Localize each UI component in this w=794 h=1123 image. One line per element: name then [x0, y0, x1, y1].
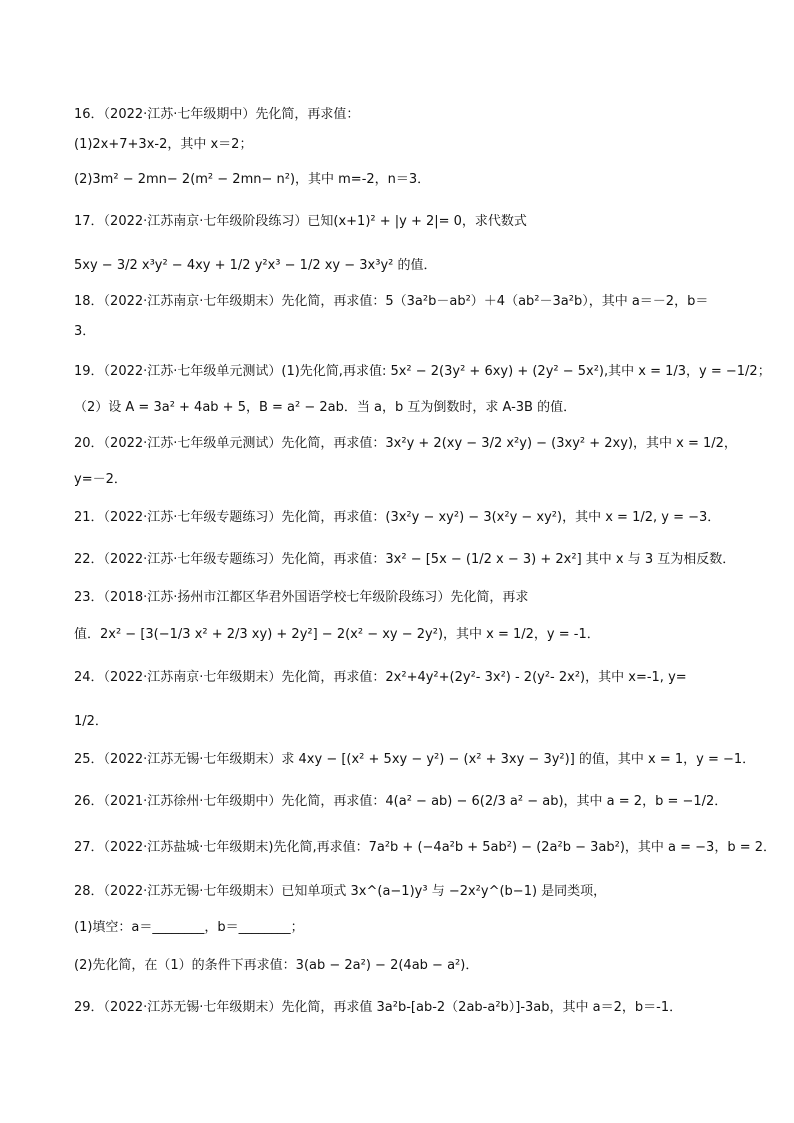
problem-16-heading: 16．（2022·江苏·七年级期中）先化简，再求值： [74, 107, 360, 122]
problem-18-line-1: 18．（2022·江苏南京·七年级期末）先化简，再求值：5（3a²b－ab²）＋4（ab²－3a²b），其中 a＝－2，b＝ [74, 294, 709, 309]
problem-16-part-1: (1)2x+7+3x-2，其中 x＝2； [74, 137, 253, 152]
problem-17-heading: 17．（2022·江苏南京·七年级阶段练习）已知(x+1)² + |y + 2|= 0，求代数式 [74, 214, 527, 229]
problem-19-line-1: 19．（2022·江苏·七年级单元测试）(1)先化简,再求值: 5x² − 2(3y² + 6xy) + (2y² − 5x²),其中 x = 1/3，y = −1/2； [74, 364, 771, 379]
problem-17-expression: 5xy − 3/2 x³y² − 4xy + 1/2 y²x³ − 1/2 xy − 3x³y² 的值． [74, 258, 437, 273]
problem-22: 22．（2022·江苏·七年级专题练习）先化简，再求值：3x² − [5x − (1/2 x − 3) + 2x²] 其中 x 与 3 互为相反数． [74, 552, 736, 567]
problem-24-line-2: 1/2． [74, 714, 108, 729]
problem-26: 26．（2021·江苏徐州·七年级期中）先化简，再求值：4(a² − ab) − 6(2/3 a² − ab)，其中 a = 2，b = −1/2． [74, 794, 728, 809]
problem-23-line-1: 23．（2018·江苏·扬州市江都区华君外国语学校七年级阶段练习）先化简，再求 [74, 590, 529, 605]
problem-24-line-1: 24．（2022·江苏南京·七年级期末）先化简，再求值：2x²+4y²+(2y²- 3x²) - 2(y²- 2x²)，其中 x=-1, y= [74, 670, 687, 685]
problem-18-line-2: 3． [74, 324, 96, 339]
problem-27: 27．（2022·江苏盐城·七年级期末)先化简,再求值：7a²b + (−4a²b + 5ab²) − (2a²b − 3ab²)，其中 a = −3，b = 2． [74, 840, 777, 855]
problem-19-line-2: （2）设 A = 3a² + 4ab + 5，B = a² − 2ab．当 a，b 互为倒数时，求 A-3B 的值． [74, 400, 577, 415]
problem-29: 29．（2022·江苏无锡·七年级期末）先化简，再求值 3a²b-[ab-2（2ab-a²b）]-3ab，其中 a＝2，b＝-1． [74, 1000, 683, 1015]
problem-20-line-1: 20．（2022·江苏·七年级单元测试）先化简，再求值：3x²y + 2(xy − 3/2 x²y) − (3xy² + 2xy)，其中 x = 1/2， [74, 436, 737, 451]
problem-23-line-2: 值．2x² − [3(−1/3 x² + 2/3 xy) + 2y²] − 2(x² − xy − 2y²)，其中 x = 1/2，y = -1． [74, 627, 600, 642]
problem-20-line-2: y=－2． [74, 472, 127, 487]
problem-16-part-2: (2)3m² − 2mn− 2(m² − 2mn− n²)，其中 m=-2，n＝3． [74, 172, 431, 187]
problem-28-part-2: (2)先化简，在（1）的条件下再求值：3(ab − 2a²) − 2(4ab − a²)． [74, 958, 479, 973]
problem-21: 21．（2022·江苏·七年级专题练习）先化简，再求值：(3x²y − xy²) − 3(x²y − xy²)，其中 x = 1/2, y = −3． [74, 510, 721, 525]
problem-28-line-1: 28．（2022·江苏无锡·七年级期末）已知单项式 3x^(a−1)y³ 与 −2x²y^(b−1) 是同类项， [74, 884, 607, 899]
problem-28-fill-blanks: (1)填空：a＝________，b＝________； [74, 920, 304, 935]
problem-25: 25．（2022·江苏无锡·七年级期末）求 4xy − [(x² + 5xy − y²) − (x² + 3xy − 3y²)] 的值，其中 x = 1，y = −1． [74, 752, 756, 767]
